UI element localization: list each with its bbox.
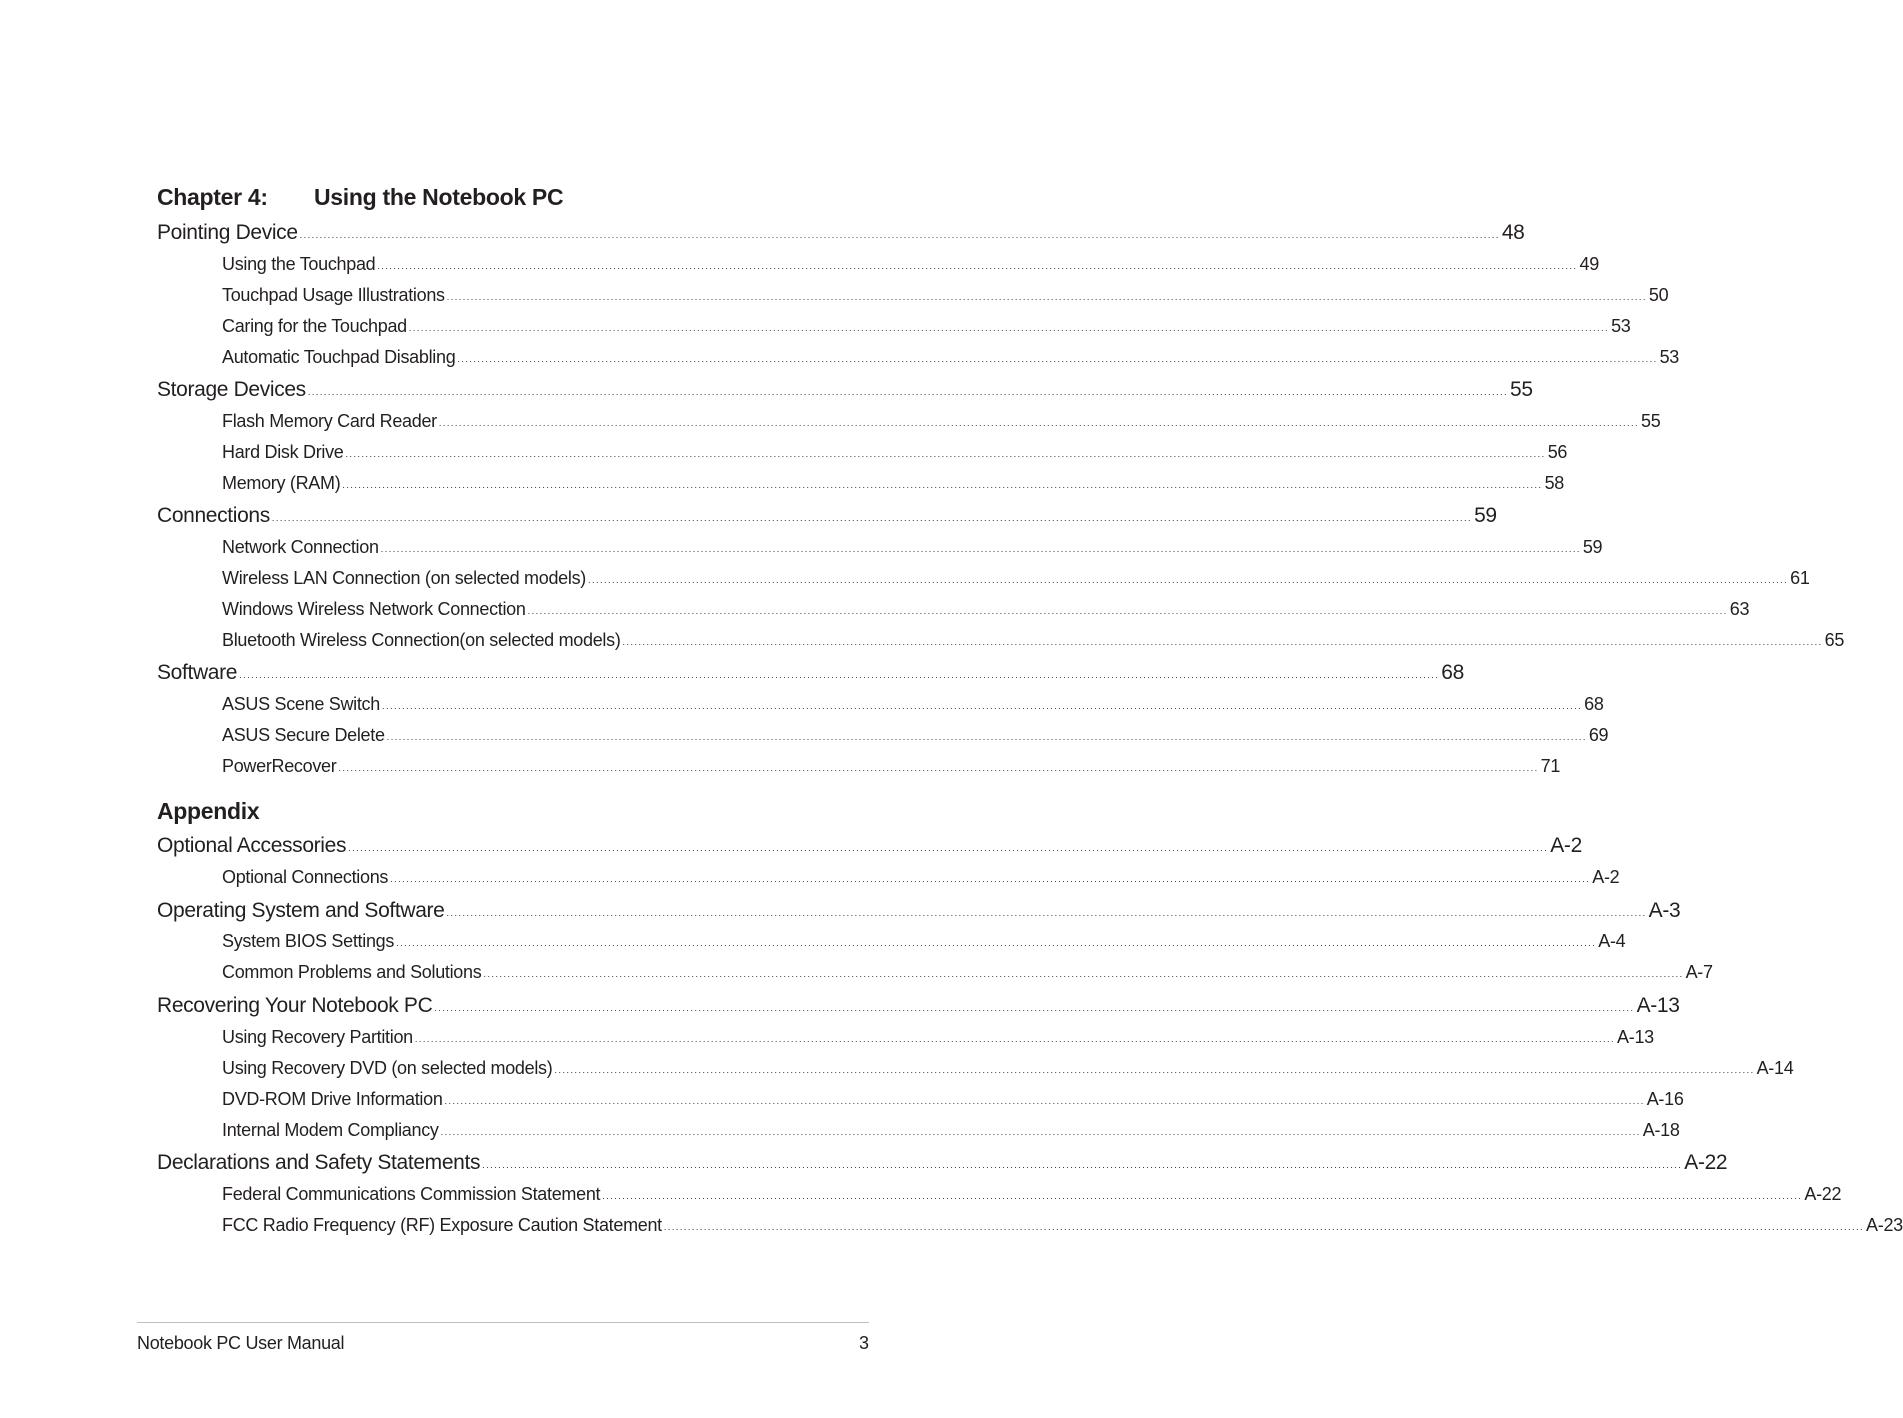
toc-entry-page: 53 (1611, 316, 1631, 336)
dot-leader: ............................................................................................................................................................................................................................................................................................................ (271, 513, 1473, 523)
toc-entry-page: 56 (1547, 442, 1568, 462)
dot-leader: ............................................................................................................................................................................................................................................................................................................ (444, 1096, 1645, 1106)
toc-entry-label: Pointing Device (157, 221, 298, 244)
toc-entry[interactable] (157, 221, 1525, 244)
toc-entry-label: Hard Disk Drive (222, 442, 344, 462)
dot-leader: ............................................................................................................................................................................................................................................................................................................ (345, 449, 1546, 459)
toc-entry-label: Using the Touchpad (222, 254, 376, 274)
dot-leader: ............................................................................................................................................................................................................................................................................................................ (483, 969, 1684, 979)
toc-entry-label: ASUS Secure Delete (222, 725, 385, 745)
toc-entry[interactable] (157, 661, 1464, 684)
toc-entry[interactable] (157, 899, 1681, 922)
dot-leader: ............................................................................................................................................................................................................................................................................................................ (377, 261, 1578, 271)
toc-entry-page: A-2 (1592, 867, 1620, 887)
toc-entry[interactable] (157, 504, 1497, 527)
chapter-heading (157, 186, 563, 209)
toc-entry-label: Using Recovery DVD (on selected models) (222, 1058, 553, 1078)
toc-entry-page: 63 (1729, 599, 1750, 619)
dot-leader: ............................................................................................................................................................................................................................................................................................................ (381, 701, 1583, 711)
toc-entry-page: 48 (1501, 221, 1525, 244)
toc-entry-page: 65 (1824, 630, 1845, 650)
toc-entry-label: DVD-ROM Drive Information (222, 1089, 443, 1109)
toc-entry-label: Wireless LAN Connection (on selected models) (222, 568, 586, 588)
toc-entry-page: 55 (1509, 378, 1533, 401)
dot-leader: ............................................................................................................................................................................................................................................................................................................ (386, 732, 1587, 742)
dot-leader: ............................................................................................................................................................................................................................................................................................................ (440, 1127, 1641, 1137)
toc-entry[interactable] (157, 834, 1582, 857)
toc-entry-label: System BIOS Settings (222, 931, 395, 951)
toc-entry[interactable] (222, 1215, 1903, 1235)
toc-entry[interactable] (222, 630, 1845, 650)
toc-entry[interactable] (222, 962, 1713, 982)
toc-entry-page: A-23 (1866, 1215, 1903, 1235)
toc-entry-page: A-16 (1646, 1089, 1684, 1109)
toc-entry-page: A-22 (1684, 1151, 1728, 1174)
toc-entry-page: A-3 (1648, 899, 1681, 922)
toc-entry-label: Internal Modem Compliancy (222, 1120, 439, 1140)
footer-divider (137, 1322, 869, 1323)
toc-entry-label: Recovering Your Notebook PC (157, 994, 433, 1017)
toc-entry-page: A-22 (1804, 1184, 1842, 1204)
toc-entry[interactable] (222, 1058, 1794, 1078)
toc-entry[interactable] (222, 725, 1609, 745)
toc-entry-label: Software (157, 661, 238, 684)
toc-entry-label: Operating System and Software (157, 899, 445, 922)
toc-entry[interactable] (222, 599, 1750, 619)
toc-entry[interactable] (222, 1089, 1684, 1109)
dot-leader: ............................................................................................................................................................................................................................................................................................................ (554, 1065, 1755, 1075)
dot-leader: ............................................................................................................................................................................................................................................................................................................ (239, 670, 1440, 680)
dot-leader: ............................................................................................................................................................................................................................................................................................................ (663, 1222, 1865, 1232)
toc-entry[interactable] (222, 411, 1661, 431)
toc-entry-page: 61 (1790, 568, 1810, 588)
toc-entry[interactable] (222, 867, 1620, 887)
toc-entry-label: FCC Radio Frequency (RF) Exposure Caution Statement (222, 1215, 662, 1235)
toc-entry[interactable] (222, 347, 1679, 367)
toc-entry-label: Network Connection (222, 537, 379, 557)
toc-entry-label: Using Recovery Partition (222, 1027, 413, 1047)
chapter-title: Using the Notebook PC (314, 184, 564, 210)
toc-entry-label: Windows Wireless Network Connection (222, 599, 526, 619)
toc-entry-page: A-14 (1756, 1058, 1794, 1078)
dot-leader: ............................................................................................................................................................................................................................................................................................................ (446, 292, 1647, 302)
toc-entry[interactable] (222, 537, 1603, 557)
toc-entry-label: Optional Connections (222, 867, 389, 887)
dot-leader: ............................................................................................................................................................................................................................................................................................................ (380, 544, 1581, 554)
toc-entry-page: 50 (1648, 285, 1669, 305)
toc-entry-page: A-7 (1685, 962, 1713, 982)
toc-entry[interactable] (222, 473, 1564, 493)
dot-leader: ............................................................................................................................................................................................................................................................................................................ (438, 418, 1640, 428)
toc-entry-page: A-13 (1617, 1027, 1654, 1047)
toc-entry[interactable] (222, 1027, 1654, 1047)
footer-manual-title: Notebook PC User Manual (137, 1333, 345, 1353)
toc-entry[interactable] (222, 756, 1561, 776)
dot-leader: ............................................................................................................................................................................................................................................................................................................ (408, 323, 1610, 333)
toc-entry-label: PowerRecover (222, 756, 337, 776)
toc-entry-label: Flash Memory Card Reader (222, 411, 437, 431)
dot-leader: ............................................................................................................................................................................................................................................................................................................ (338, 763, 1539, 773)
toc-entry-page: A-2 (1550, 834, 1582, 857)
toc-entry-page: 71 (1540, 756, 1561, 776)
toc-entry-page: 59 (1582, 537, 1603, 557)
toc-entry[interactable] (222, 694, 1604, 714)
dot-leader: ............................................................................................................................................................................................................................................................................................................ (299, 230, 1500, 240)
footer-page-number: 3 (858, 1333, 869, 1353)
toc-entry[interactable] (222, 285, 1669, 305)
dot-leader: ............................................................................................................................................................................................................................................................................................................ (414, 1034, 1616, 1044)
toc-entry-page: 49 (1579, 254, 1599, 274)
toc-entry-label: Caring for the Touchpad (222, 316, 407, 336)
toc-entry-label: Declarations and Safety Statements (157, 1151, 481, 1174)
toc-entry[interactable] (157, 1151, 1728, 1174)
dot-leader: ............................................................................................................................................................................................................................................................................................................ (527, 606, 1728, 616)
dot-leader: ............................................................................................................................................................................................................................................................................................................ (457, 354, 1658, 364)
toc-entry-label: Automatic Touchpad Disabling (222, 347, 456, 367)
toc-entry-page: 55 (1641, 411, 1661, 431)
toc-entry-label: Storage Devices (157, 378, 306, 401)
dot-leader: ............................................................................................................................................................................................................................................................................................................ (482, 1160, 1683, 1170)
dot-leader: ............................................................................................................................................................................................................................................................................................................ (434, 1003, 1635, 1013)
toc-entry[interactable] (157, 378, 1533, 401)
toc-entry-label: Federal Communications Commission Statement (222, 1184, 601, 1204)
toc-entry-label: Connections (157, 504, 270, 527)
toc-entry-page: A-4 (1598, 931, 1626, 951)
toc-entry[interactable] (222, 1184, 1842, 1204)
toc-entry[interactable] (222, 316, 1631, 336)
dot-leader: ............................................................................................................................................................................................................................................................................................................ (622, 637, 1823, 647)
toc-entry-label: Bluetooth Wireless Connection(on selected models) (222, 630, 621, 650)
toc-entry[interactable] (222, 1120, 1680, 1140)
toc-entry-page: 68 (1584, 694, 1604, 714)
toc-entry[interactable] (157, 994, 1680, 1017)
chapter-number: Chapter 4: (157, 184, 268, 210)
toc-entry[interactable] (222, 254, 1599, 274)
toc-entry[interactable] (222, 568, 1810, 588)
dot-leader: ............................................................................................................................................................................................................................................................................................................ (587, 575, 1789, 585)
toc-entry[interactable] (222, 442, 1568, 462)
toc-entry-label: Optional Accessories (157, 834, 347, 857)
dot-leader: ............................................................................................................................................................................................................................................................................................................ (390, 874, 1591, 884)
dot-leader: ............................................................................................................................................................................................................................................................................................................ (342, 480, 1543, 490)
toc-entry-page: 68 (1441, 661, 1464, 684)
toc-entry-label: ASUS Scene Switch (222, 694, 380, 714)
dot-leader: ............................................................................................................................................................................................................................................................................................................ (446, 908, 1647, 918)
dot-leader: ............................................................................................................................................................................................................................................................................................................ (307, 387, 1508, 397)
toc-entry-page: A-13 (1636, 994, 1680, 1017)
toc-entry-page: A-18 (1642, 1120, 1680, 1140)
dot-leader: ............................................................................................................................................................................................................................................................................................................ (396, 938, 1597, 948)
toc-entry-page: 58 (1544, 473, 1564, 493)
toc-entry-page: 69 (1588, 725, 1609, 745)
toc-entry[interactable] (222, 931, 1626, 951)
toc-entry-label: Touchpad Usage Illustrations (222, 285, 445, 305)
toc-entry-label: Memory (RAM) (222, 473, 341, 493)
dot-leader: ............................................................................................................................................................................................................................................................................................................ (602, 1191, 1803, 1201)
toc-entry-page: 59 (1474, 504, 1497, 527)
toc-entry-page: 53 (1659, 347, 1679, 367)
appendix-heading: Appendix (157, 798, 260, 824)
dot-leader: ............................................................................................................................................................................................................................................................................................................ (348, 843, 1549, 853)
toc-entry-label: Common Problems and Solutions (222, 962, 482, 982)
